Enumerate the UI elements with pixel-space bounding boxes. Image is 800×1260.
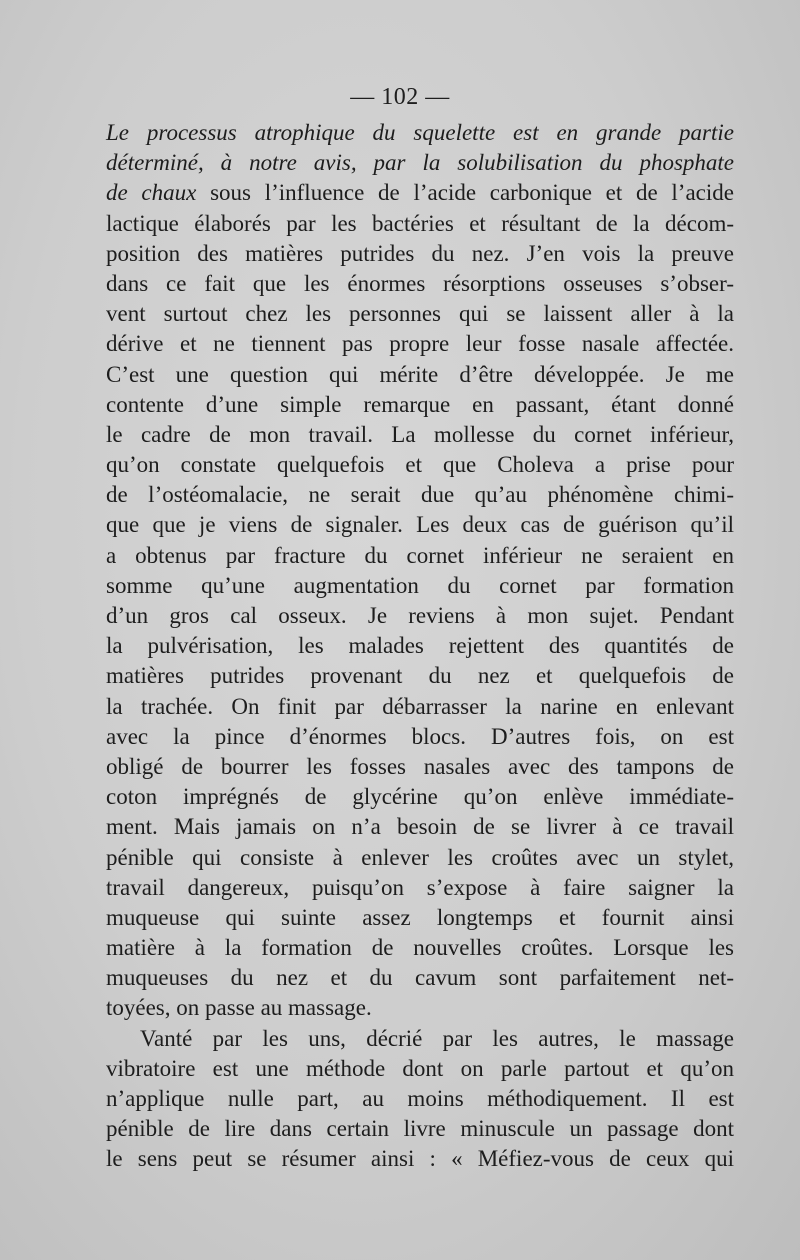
text-line: déterminé, à notre avis, par la solubilisation du phosphate: [106, 150, 734, 176]
text-line: contente d’une simple remarque en passant, étant donné: [106, 391, 734, 417]
text-line: la pulvérisation, les malades rejettent des quantités de: [106, 633, 734, 659]
text-line: le cadre de mon travail. La mollesse du cornet inférieur,: [106, 421, 734, 447]
text-line: vent surtout chez les personnes qui se laissent aller à la: [106, 301, 734, 327]
text-line: que que je viens de signaler. Les deux cas de guérison qu’il: [106, 512, 734, 538]
text-line: pénible qui consiste à enlever les croûtes avec un stylet,: [106, 844, 734, 870]
text-line: de l’ostéomalacie, ne serait due qu’au phénomène chimi-: [106, 482, 734, 508]
text-line: n’applique nulle part, au moins méthodiquement. Il est: [106, 1086, 734, 1111]
text-line: pénible de lire dans certain livre minuscule un passage dont: [106, 1116, 734, 1142]
body-text: [106, 118, 734, 1175]
text-line: avec la pince d’énormes blocs. D’autres fois, on est: [106, 723, 734, 749]
text-line: matières putrides provenant du nez et quelquefois de: [106, 663, 734, 689]
page-number: — 102 —: [350, 84, 450, 110]
text-line: ment. Mais jamais on n’a besoin de se livrer à ce travail: [106, 814, 734, 840]
text-line: matière à la formation de nouvelles croûtes. Lorsque les: [106, 935, 734, 961]
text-line: coton imprégnés de glycérine qu’on enlève immédiate-: [106, 784, 734, 810]
paragraph-1: [106, 118, 734, 1024]
text-line: le sens peut se résumer ainsi : « Méfiez-vous de ceux qui: [106, 1146, 734, 1172]
text-line: lactique élaborés par les bactéries et résultant de la décom-: [106, 210, 734, 236]
text-line: dans ce fait que les énormes résorptions osseuses s’obser-: [106, 270, 734, 296]
text-line: vibratoire est une méthode dont on parle partout et qu’on: [106, 1055, 734, 1081]
text-line: Vanté par les uns, décrié par les autres, le massage: [140, 1025, 734, 1051]
text-line: qu’on constate quelquefois et que Choleva a prise pour: [106, 452, 734, 478]
text-line: dérive et ne tiennent pas propre leur fosse nasale affectée.: [106, 331, 734, 357]
text-line: d’un gros cal osseux. Je reviens à mon sujet. Pendant: [106, 603, 734, 628]
text-line: position des matières putrides du nez. J’en vois la preuve: [106, 240, 734, 266]
text-line: de chaux sous l’influence de l’acide carbonique et de l’acide: [106, 180, 734, 206]
text-line: muqueuse qui suinte assez longtemps et fournit ainsi: [106, 904, 734, 930]
paragraph-2: [106, 1024, 734, 1175]
text-line: somme qu’une augmentation du cornet par formation: [106, 572, 734, 598]
text-line: toyées, on passe au massage.: [106, 995, 372, 1021]
text-line: obligé de bourrer les fosses nasales avec des tampons de: [106, 753, 734, 779]
text-line: la trachée. On finit par débarrasser la narine en enlevant: [106, 693, 734, 719]
text-line: muqueuses du nez et du cavum sont parfaitement net-: [106, 965, 734, 991]
text-line: travail dangereux, puisqu’on s’expose à faire saigner la: [106, 874, 734, 900]
text-line: a obtenus par fracture du cornet inférieur ne seraient en: [106, 542, 734, 568]
text-line: C’est une question qui mérite d’être développée. Je me: [106, 361, 734, 387]
text-line: Le processus atrophique du squelette est en grande partie: [106, 120, 734, 145]
